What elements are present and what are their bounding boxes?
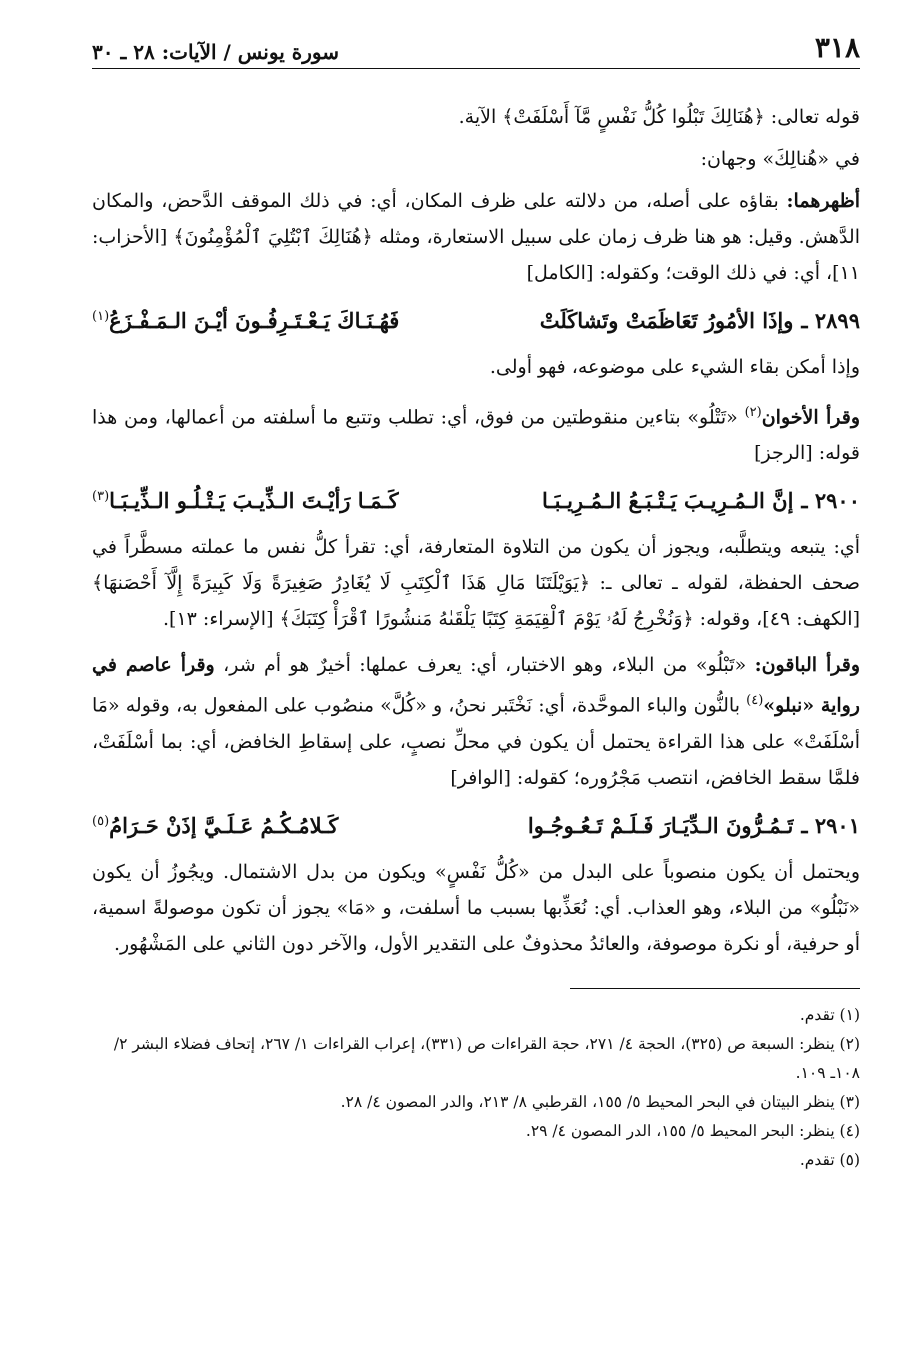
- verse-second-text: كَـلامُـكُـمُ عَـلَـيَّ إذَنْ حَـرَامُ: [109, 812, 339, 838]
- verse-number: ٢٨٩٩ ـ: [801, 308, 860, 333]
- footnote-4: (٤) ينظر: البحر المحيط ٥/ ١٥٥، الدر المصون ٤/ ٢٩.: [525, 1121, 860, 1140]
- paragraph-4: وإذا أمكن بقاء الشيء على موضوعه، فهو أولى.: [489, 356, 860, 378]
- paragraph-7: [92, 647, 860, 795]
- verse-second-hemistich: [92, 297, 443, 341]
- paragraph-6: أي: يتبعه ويتطلَّبه، ويجوز أن يكون من التلاوة المتعارفة، أي: تقرأ كلُّ نفس ما عملته مسطَّراً في صحف الحفظة، لقوله ـ تعالى ـ: ﴿يَوَيْلَتَنَا مَالِ هَذَا ٱلْكِتَبِ لَا يُغَادِرُ صَغِيرَةً وَلَا كَبِيرَةً إِلَّآ أَحْصَنهَا﴾ [الكهف: ٤٩]، وقوله: ﴿وَنُخْرِجُ لَهُۥ يَوْمَ ٱلْقِيَمَةِ كِتَبًا يَلْقَىٰهُ مَنشُورًا ٱقْرَأْ كِتَبَكَ﴾ [الإسراء: ١٣].: [92, 536, 860, 631]
- verse-second-text: كَـمَـا رَأيْـتَ الـذِّيـبَ يَـتْـلُـو الـذِّيـبَـا: [109, 488, 399, 514]
- verse-first-hemistich: وإذَا الأمُورُ تَعَاظَمَتْ وتَشاكَلَتْ: [539, 308, 794, 333]
- verse-first-hemistich: تَـمُـرُّونَ الـدِّيَـارَ فَـلَـمْ تَـعُـوجُـوا: [527, 812, 794, 838]
- verse-second-text: فَهُـنَـاكَ يَـعْـتَـرِفُـونَ أيْـنَ الـمَـفْـزَعُ: [109, 308, 400, 333]
- footnote-divider: [570, 988, 860, 989]
- paragraph-3: [92, 183, 860, 291]
- paragraph-7-lead: وقرأ الباقون:: [754, 654, 860, 677]
- footnote-ref: (١): [92, 309, 110, 324]
- paragraph-7-text-a: «تَبْلُو» من البلاء، وهو الاختبار، أي: يعرف عملها: أخيرٌ هو أم شر،: [214, 654, 755, 677]
- paragraph-7-text-b: بالنُّون والباء الموحَّدة، أي: نَخْتَبر نحنُ، و «كُلَّ» منصُوب على المفعول به، وقوله «مَا أسْلَفَتْ» على هذا القراءة يحتمل أن يكون في محلِّ نصبٍ، على إسقاطِ الخافض، أي: بما أسْلَفَتْ، فلمَّا سقط الخافض، انتصب مَجْرُوره؛ كقوله: [الوافر]: [92, 694, 860, 789]
- verse-2899: [92, 297, 860, 341]
- footnote-ref: (٣): [92, 489, 110, 505]
- paragraph-5-text: «تَتْلُو» بتاءين منقوطتين من فوق، أي: تطلب وتتبع ما أسلفته من أعمالها، ومن هذا قوله: [الرجز]: [92, 406, 860, 465]
- verse-number: ٢٩٠١ ـ: [801, 812, 860, 838]
- verse-2901: [92, 802, 860, 846]
- footnote-ref: (٥): [92, 813, 110, 829]
- page-header: [92, 31, 860, 69]
- paragraph-1: قوله تعالى: ﴿هُنَالِكَ تَبْلُوا كُلُّ نَفْسٍ مَّآ أَسْلَفَتْ﴾ الآية.: [458, 106, 860, 128]
- paragraph-5: [92, 395, 860, 471]
- footnote-1: (١) تقدم.: [799, 1005, 860, 1024]
- verse-number: ٢٩٠٠ ـ: [801, 488, 860, 514]
- paragraph-2: في «هُنالِكَ» وجهان:: [700, 148, 860, 170]
- paragraph-8: ويحتمل أن يكون منصوباً على البدل من «كُلُّ نَفْسٍ» ويكون من بدل الاشتمال. ويجُوزُ أن يكون «نَبْلُو» من البلاء، وهو العذاب. أي: نُعَذِّبها بسبب ما أسلفت، و «مَا» يجوز أن تكون موصولةً اسمية، أو حرفية، أو نكرة موصوفة، والعائدُ محذوفٌ على التقدير الأول، والآخر دون الثاني على المَشْهُور.: [92, 860, 860, 955]
- footnote-2: (٢) ينظر: السبعة ص (٣٢٥)، الحجة ٤/ ٢٧١، حجة القراءات ص (٣٣١)، إعراب القراءات ١/ ٢٦٧، إتحاف فضلاء البشر ٢/ ١٠٨ـ ١٠٩.: [113, 1034, 860, 1082]
- paragraph-3-text: بقاؤه على أصله، من دلالته على ظرف المكان، أي: في ذلك الموقف الدَّحض، والمكان الدَّهش. وقيل: هو هنا ظرف زمان على سبيل الاستعارة، ومثله ﴿هُنَالِكَ ٱبْتُلِيَ ٱلْمُؤْمِنُونَ﴾ [الأحزاب: ١١]، أي: في ذلك الوقت؛ وكقوله: [الكامل]: [92, 190, 860, 284]
- paragraph-7-lead-2: وقرأ عاصم في رواية «نبلو»: [92, 654, 860, 717]
- paragraph-5-lead: وقرأ الأخوان: [761, 406, 861, 429]
- footnotes: [92, 1001, 860, 1175]
- paragraph-3-lead: أظهرهما:: [786, 190, 860, 212]
- footnote-ref: (٤): [746, 693, 764, 709]
- footnote-5: (٥) تقدم.: [799, 1150, 860, 1169]
- verse-first-hemistich: إنَّ الـمُـرِيـبَ يَـتْـبَـعُ الـمُـرِيـبَـا: [542, 488, 794, 514]
- main-text: [92, 99, 860, 962]
- footnote-3: (٣) ينظر البيتان في البحر المحيط ٥/ ١٥٥، القرطبي ٨/ ٢١٣، والدر المصون ٤/ ٢٨.: [340, 1092, 860, 1111]
- verse-2900: [92, 477, 860, 521]
- page-number: ٣١٨: [814, 31, 860, 64]
- running-title: سورة يونس / الآيات: ٢٨ ـ ٣٠: [92, 40, 339, 64]
- verse-second-hemistich: [92, 477, 443, 521]
- verse-second-hemistich: [92, 802, 443, 846]
- footnote-ref: (٢): [744, 405, 762, 420]
